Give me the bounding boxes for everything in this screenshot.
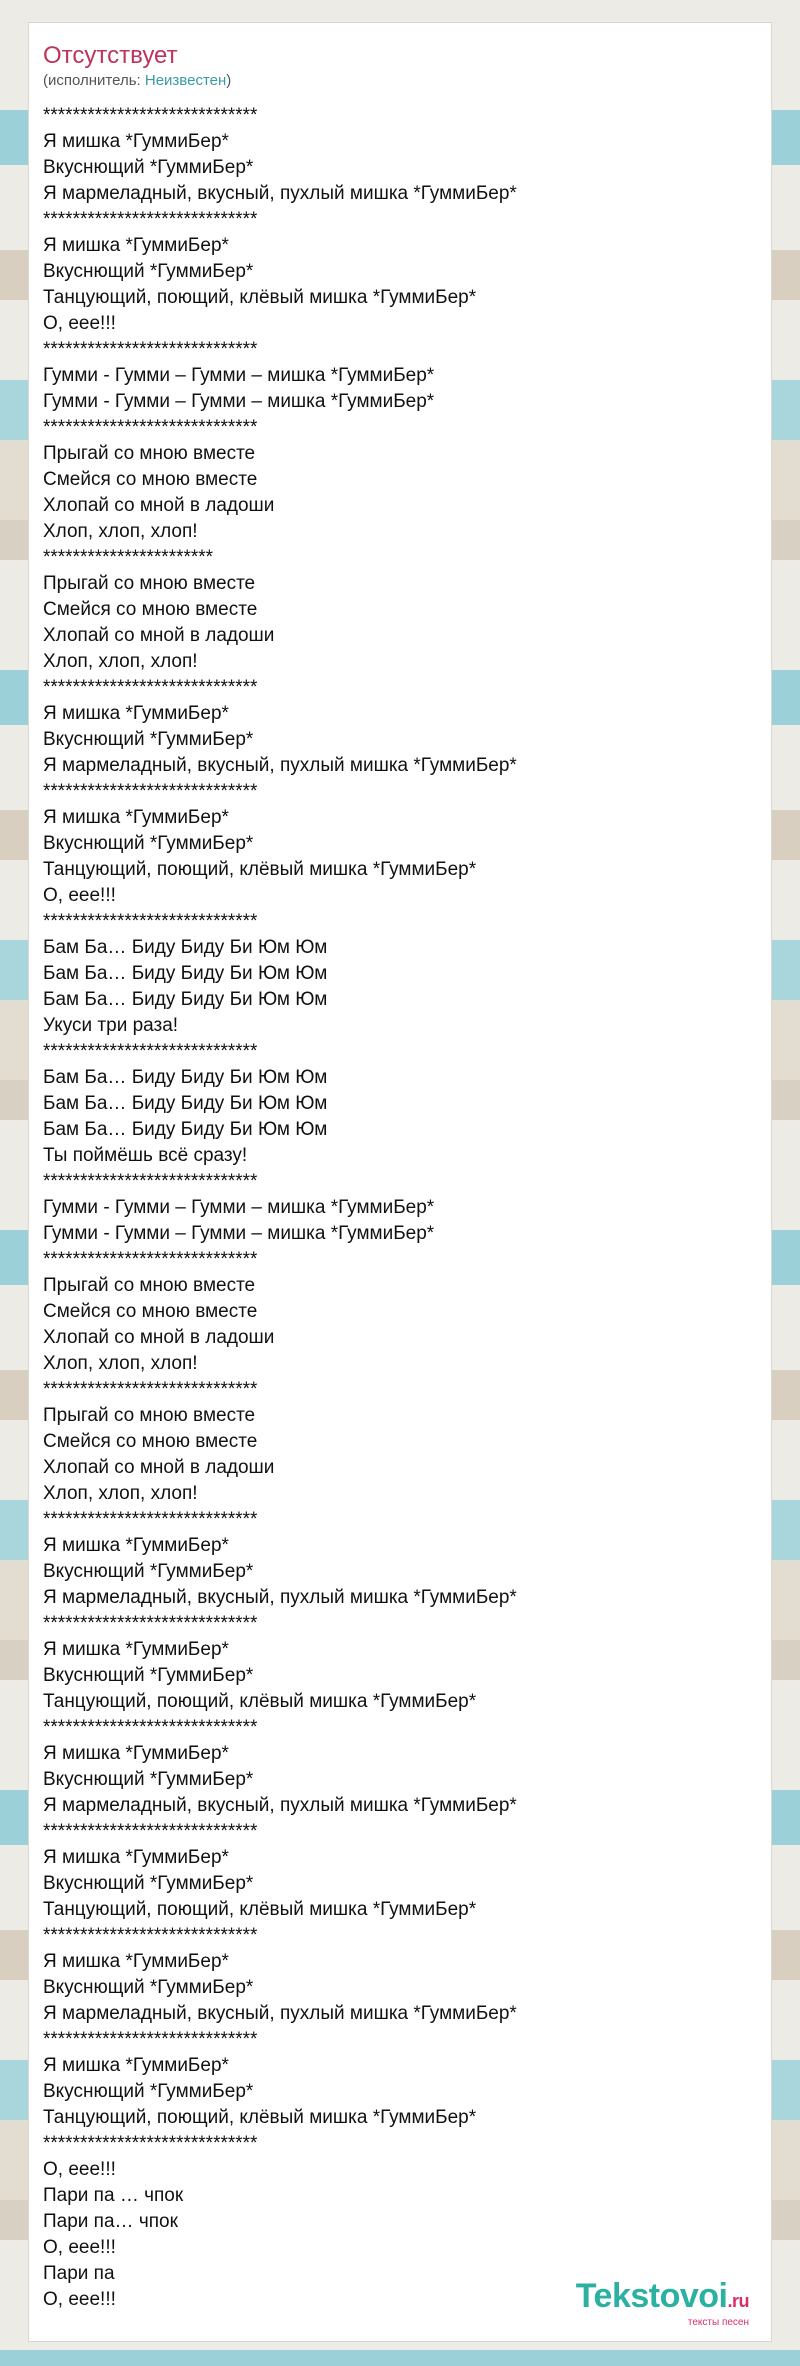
- artist-suffix: ): [226, 72, 232, 89]
- lyric-line: Танцующий, поющий, клёвый мишка *ГуммиБер*: [43, 859, 477, 880]
- lyric-line: Я мишка *ГуммиБер*: [43, 1743, 229, 1764]
- logo-tagline: тексты песен: [687, 2317, 749, 2328]
- lyrics-body: [43, 103, 757, 2313]
- lyric-separator: *****************************: [43, 209, 258, 230]
- lyric-separator: *****************************: [43, 2133, 258, 2154]
- lyric-line: О, еее!!!: [43, 2159, 116, 2180]
- lyric-line: Хлоп, хлоп, хлоп!: [43, 651, 198, 672]
- lyric-line: Бам Ба… Биду Биду Би Юм Юм: [43, 1067, 328, 1088]
- lyric-line: Гумми - Гумми – Гумми – мишка *ГуммиБер*: [43, 391, 435, 412]
- site-logo[interactable]: [576, 2278, 749, 2329]
- lyric-line: Хлоп, хлоп, хлоп!: [43, 521, 198, 542]
- lyric-line: Прыгай со мною вместе: [43, 443, 256, 464]
- lyric-line: Вкуснющий *ГуммиБер*: [43, 1561, 254, 1582]
- lyric-line: Прыгай со мною вместе: [43, 1405, 256, 1426]
- song-title: Отсутствует: [43, 42, 178, 69]
- lyric-separator: *****************************: [43, 781, 258, 802]
- lyric-line: Я мишка *ГуммиБер*: [43, 235, 229, 256]
- lyric-line: Пари па … чпок: [43, 2185, 184, 2206]
- lyric-separator: *****************************: [43, 1821, 258, 1842]
- lyric-line: Хлоп, хлоп, хлоп!: [43, 1483, 198, 1504]
- lyric-separator: *****************************: [43, 1613, 258, 1634]
- lyric-line: Вкуснющий *ГуммиБер*: [43, 1769, 254, 1790]
- lyric-line: О, еее!!!: [43, 2237, 116, 2258]
- lyric-line: Вкуснющий *ГуммиБер*: [43, 1665, 254, 1686]
- lyric-line: Бам Ба… Биду Биду Би Юм Юм: [43, 989, 328, 1010]
- lyric-line: Я мармеладный, вкусный, пухлый мишка *ГуммиБер*: [43, 183, 517, 204]
- lyric-line: Прыгай со мною вместе: [43, 1275, 256, 1296]
- lyric-line: Я мишка *ГуммиБер*: [43, 1847, 229, 1868]
- lyric-line: Пари па… чпок: [43, 2211, 178, 2232]
- logo-tld: .ru: [727, 2291, 749, 2311]
- lyric-separator: *****************************: [43, 1717, 258, 1738]
- lyric-line: Смейся со мною вместе: [43, 599, 258, 620]
- lyric-line: Я мармеладный, вкусный, пухлый мишка *ГуммиБер*: [43, 2003, 517, 2024]
- lyric-line: Хлопай со мной в ладоши: [43, 1327, 275, 1348]
- lyric-separator: *****************************: [43, 911, 258, 932]
- lyric-line: Хлопай со мной в ладоши: [43, 625, 275, 646]
- lyrics-card: [28, 22, 772, 2342]
- lyric-line: Вкуснющий *ГуммиБер*: [43, 157, 254, 178]
- lyric-line: Гумми - Гумми – Гумми – мишка *ГуммиБер*: [43, 365, 435, 386]
- lyric-line: Укуси три раза!: [43, 1015, 179, 1036]
- lyric-line: Бам Ба… Биду Биду Би Юм Юм: [43, 963, 328, 984]
- lyric-line: О, еее!!!: [43, 885, 116, 906]
- lyric-separator: *****************************: [43, 1379, 258, 1400]
- lyric-line: Гумми - Гумми – Гумми – мишка *ГуммиБер*: [43, 1223, 435, 1244]
- lyric-line: Хлоп, хлоп, хлоп!: [43, 1353, 198, 1374]
- artist-line: [43, 71, 757, 91]
- lyric-separator: *****************************: [43, 677, 258, 698]
- lyric-line: Ты поймёшь всё сразу!: [43, 1145, 248, 1166]
- lyric-line: Вкуснющий *ГуммиБер*: [43, 1873, 254, 1894]
- lyric-line: Хлопай со мной в ладоши: [43, 495, 275, 516]
- lyric-line: О, еее!!!: [43, 2289, 116, 2310]
- lyric-line: Вкуснющий *ГуммиБер*: [43, 729, 254, 750]
- lyric-line: Я мишка *ГуммиБер*: [43, 1639, 229, 1660]
- lyric-line: Вкуснющий *ГуммиБер*: [43, 2081, 254, 2102]
- lyric-line: Я мармеладный, вкусный, пухлый мишка *ГуммиБер*: [43, 1795, 517, 1816]
- lyric-separator: *****************************: [43, 1041, 258, 1062]
- artist-link[interactable]: Неизвестен: [144, 72, 227, 89]
- lyric-line: Пари па: [43, 2263, 115, 2284]
- lyric-line: Смейся со мною вместе: [43, 469, 258, 490]
- lyric-line: Вкуснющий *ГуммиБер*: [43, 1977, 254, 1998]
- lyric-line: Прыгай со мною вместе: [43, 573, 256, 594]
- lyric-line: О, еее!!!: [43, 313, 116, 334]
- lyric-separator: *****************************: [43, 1509, 258, 1530]
- lyric-separator: *****************************: [43, 1171, 258, 1192]
- lyric-line: Я мишка *ГуммиБер*: [43, 1951, 229, 1972]
- lyric-line: Смейся со мною вместе: [43, 1431, 258, 1452]
- lyric-separator: *****************************: [43, 1249, 258, 1270]
- lyric-separator: *****************************: [43, 339, 258, 360]
- lyric-line: Я мишка *ГуммиБер*: [43, 131, 229, 152]
- lyric-separator: ***********************: [43, 547, 214, 568]
- lyric-line: Танцующий, поющий, клёвый мишка *ГуммиБер*: [43, 1691, 477, 1712]
- lyric-line: Бам Ба… Биду Биду Би Юм Юм: [43, 937, 328, 958]
- lyric-line: Вкуснющий *ГуммиБер*: [43, 833, 254, 854]
- logo-name: Tekstovoi: [575, 2277, 728, 2315]
- lyric-line: Я мармеладный, вкусный, пухлый мишка *ГуммиБер*: [43, 1587, 517, 1608]
- lyric-line: Бам Ба… Биду Биду Би Юм Юм: [43, 1093, 328, 1114]
- lyric-separator: *****************************: [43, 1925, 258, 1946]
- lyric-separator: *****************************: [43, 2029, 258, 2050]
- lyric-line: Гумми - Гумми – Гумми – мишка *ГуммиБер*: [43, 1197, 435, 1218]
- lyric-line: Вкуснющий *ГуммиБер*: [43, 261, 254, 282]
- lyric-separator: *****************************: [43, 417, 258, 438]
- lyric-line: Хлопай со мной в ладоши: [43, 1457, 275, 1478]
- lyric-line: Танцующий, поющий, клёвый мишка *ГуммиБер*: [43, 287, 477, 308]
- artist-prefix: (исполнитель:: [43, 72, 145, 89]
- lyric-line: Бам Ба… Биду Биду Би Юм Юм: [43, 1119, 328, 1140]
- lyric-separator: *****************************: [43, 105, 258, 126]
- lyric-line: Я мишка *ГуммиБер*: [43, 807, 229, 828]
- lyric-line: Танцующий, поющий, клёвый мишка *ГуммиБер*: [43, 2107, 477, 2128]
- lyric-line: Танцующий, поющий, клёвый мишка *ГуммиБер*: [43, 1899, 477, 1920]
- logo-wordmark: [576, 2278, 749, 2319]
- lyric-line: Я мишка *ГуммиБер*: [43, 2055, 229, 2076]
- lyric-line: Я мишка *ГуммиБер*: [43, 1535, 229, 1556]
- lyric-line: Смейся со мною вместе: [43, 1301, 258, 1322]
- lyric-line: Я мишка *ГуммиБер*: [43, 703, 229, 724]
- lyric-line: Я мармеладный, вкусный, пухлый мишка *ГуммиБер*: [43, 755, 517, 776]
